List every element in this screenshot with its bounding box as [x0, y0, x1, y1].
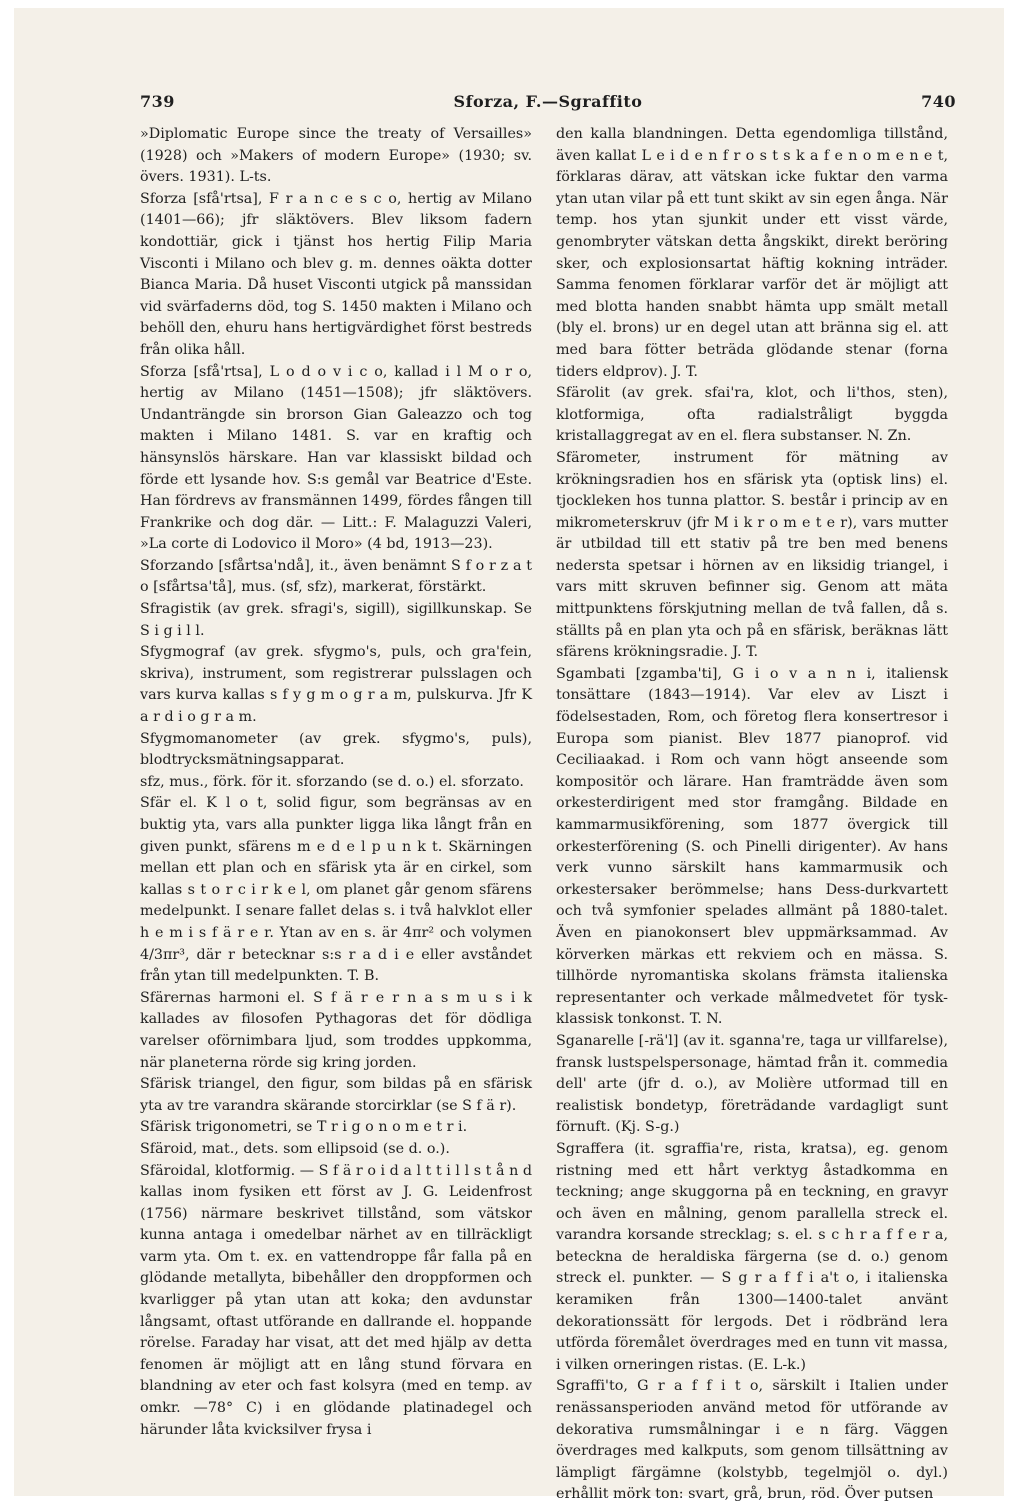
entry-sforza-lodovico: Sforza [sfå'rtsa], L o d o v i c o, kallad i l M o r o, hertig av Milano (1451—1508); jfr släktövers. Undanträngde sin brorson Gian Galeazzo och tog makten i Milano 1481. S. var en kraftig och hänsynslös härskare. Han var klassiskt bildad och förde ett lysande hov. S:s gemål var Beatrice d'Este. Han fördrevs av fransmännen 1499, fördes fången till Frankrike och dog där. — Litt.: F. Malaguzzi Valeri, »La corte di Lodovico il Moro» (4 bd, 1913—23).	[140, 363, 532, 553]
entry-sfar: Sfär el. K l o t, solid figur, som begränsas av en buktig yta, vars alla punkter ligga lika långt från en given punkt, sfärens m e d e l p u n k t. Skärningen mellan ett plan och en sfärisk yta är en cirkel, som kallas s t o r c i r k e l, om planet går genom sfärens medelpunkt. I senare fallet delas s. i två halvklot eller h e m i s f ä r e r. Ytan av en s. är 4πr² och volymen 4/3πr³, där r betecknar s:s r a d i e eller avståndet från ytan till medelpunkten. T. B.	[140, 795, 532, 985]
right-page-number: 740	[921, 92, 956, 111]
entry-sfaroid: Sfäroid, mat., dets. som ellipsoid (se d. o.).	[140, 1140, 450, 1157]
entry-continued: »Diplomatic Europe since the treaty of Versailles» (1928) och »Makers of modern Europe» (1930; sv. övers. 1931). L-ts.	[140, 126, 532, 186]
entry-sgraffera: Sgraffera (it. sgraffia're, rista, kratsa), eg. genom ristning med ett hårt verktyg åstadkomma en teckning; ange skuggorna på en teckning, en gravyr och även en målning, genom parallella streck el. varandra korsande strecklag; s. el. s c h r a f f e r a, beteckna de heraldiska färgerna (se d. o.) genom streck el. punkter. — S g r a f f i a't o, i italienska keramiken från 1300—1400-talet använt dekorationssätt för lergods. Det i rödbränd lera utförda föremålet överdrages med en tunn vit massa, i vilken orneringen ristas. (E. L-k.)	[556, 1140, 948, 1373]
entry-sfaroidal: Sfäroidal, klotformig. — S f ä r o i d a l t t i l l s t å n d kallas inom fysiken ett först av J. G. Leidenfrost (1756) närmare beskrivet tillstånd, som vätskor kunna antaga i omedelbar närhet av en tillräckligt varm yta. Om t. ex. en vattendroppe får falla på en glödande metallyta, bibehåller den droppformen och kvarligger på ytan utan att koka; den avdunstar långsamt, oftast utförande en dallrande el. hoppande rörelse. Faraday har visat, att det med hjälp av detta fenomen är möjligt att en lång stund förvara en blandning av eter och fast kolsyra (med en temp. av omkr. —78° C) i en glödande platinadegel och härunder låta kvicksilver frysa i	[140, 1162, 532, 1438]
entry-sfz: sfz, mus., förk. för it. sforzando (se d. o.) el. sforzato.	[140, 773, 524, 790]
entry-sfarisk-triangel: Sfärisk triangel, den figur, som bildas på en sfärisk yta av tre varandra skärande storcirklar (se S f ä r).	[140, 1076, 532, 1114]
entry-sfaroidal-continued: den kalla blandningen. Detta egendomliga tillstånd, även kallat L e i d e n f r o s t s k a f e n o m e n e t, förklaras därav, att vätskan icke fuktar den varma ytan utan vilar på ett tunt skikt av sin egen ånga. När temp. hos ytan sjunkit under ett visst värde, genombryter vätskan detta ångskikt, direkt beröring sker, och explosionsartat häftig kokning inträder. Samma fenomen förklarar varför det är möjligt att med blotta handen snabbt hämta upp smält metall (bly el. brons) ur en degel utan att bränna sig el. att med bara fötter beträda glödande stenar (forna tiders eldprov). J. T.	[556, 126, 948, 380]
right-column	[556, 124, 948, 1506]
entry-sfarisk-trigonometri: Sfärisk trigonometri, se T r i g o n o m e t r i.	[140, 1119, 468, 1136]
running-header	[140, 92, 956, 118]
entry-sfarernas-harmoni: Sfärernas harmoni el. S f ä r e r n a s m u s i k kallades av filosofen Pythagoras det för dödliga varelser oförnimbara ljud, som troddes uppkomma, när planeterna rörde sig kring jorden.	[140, 989, 532, 1071]
entry-sfygmomanometer: Sfygmomanometer (av grek. sfygmo's, puls), blodtrycksmätningsapparat.	[140, 730, 532, 769]
entry-sfygmograf: Sfygmograf (av grek. sfygmo's, puls, och gra'fein, skriva), instrument, som registrerar pulsslagen och vars kurva kallas s f y g m o g r a m, pulskurva. Jfr K a r d i o g r a m.	[140, 644, 532, 726]
entry-sgambati: Sgambati [zgamba'ti], G i o v a n n i, italiensk tonsättare (1843—1914). Var elev av Liszt i födelsestaden, Rom, och företog flera konsertresor i Europa som pianist. Blev 1877 pianoprof. vid Ceciliaakad. i Rom och vann högt anseende som kompositör och lärare. Han framträdde även som orkesterdirigent med stor framgång. Bildade en kammarmusikförening, som 1877 övergick till orkesterförening (S. och Pinelli dirigenter). Av hans verk vunno särskilt hans kammarmusik och orkestersaker berömmelse; hans Dess-durkvartett och två symfonier spelades allmänt på 1880-talet. Även en pianokonsert blev uppmärksammad. Av körverken märkas ett rekviem och en mässa. S. tillhörde nyromantiska skolans främsta italienska representanter och verkade målmedvetet för tysk-klassisk tonkonst. T. N.	[556, 665, 948, 1028]
running-title: Sforza, F.—Sgraffito	[453, 92, 643, 111]
entry-sfarolit: Sfärolit (av grek. sfai'ra, klot, och li'thos, sten), klotformiga, ofta radialstråligt byggda kristallaggregat av en el. flera substanser. N. Zn.	[556, 385, 948, 445]
entry-sfarometer: Sfärometer, instrument för mätning av krökningsradien hos en sfärisk yta (optisk lins) el. tjockleken hos tunna plattor. S. består i princip av en mikrometerskruv (jfr M i k r o m e t e r), vars mutter är utbildad till ett stativ på tre ben med benens nedersta spetsar i hörnen av en liksidig triangel, i vars mitt skruven befinner sig. Genom att mäta mittpunktens förskjutning mellan de två fallen, då s. ställts på en plan yta och på en sfärisk, beräknas lätt sfärens krökningsradie. J. T.	[556, 449, 948, 661]
entry-sfragistik: Sfragistik (av grek. sfragi's, sigill), sigillkunskap. Se S i g i l l.	[140, 601, 532, 639]
entry-sgraffito: Sgraffi'to, G r a f f i t o, särskilt i Italien under renässansperioden använd metod för utförande av dekorativa rumsmålningar i e n färg. Väggen överdrages med kalkputs, som genom tillsättning av lämpligt färgämne (kolstybb, tegelmjöl o. dyl.) erhållit mörk ton: svart, grå, brun, röd. Över putsen	[556, 1378, 948, 1503]
left-column	[140, 124, 532, 1441]
entry-sforza-francesco: Sforza [sfå'rtsa], F r a n c e s c o, hertig av Milano (1401—66); jfr släktövers. Blev liksom fadern kondottiär, gick i tjänst hos hertig Filip Maria Visconti i Milano och blev g. m. dennes oäkta dotter Bianca Maria. Då huset Visconti utgick på manssidan vid svärfaderns död, tog S. 1450 makten i Milano och behöll den, ehuru hans hertigvärdighet först bestreds från olika håll.	[140, 190, 532, 358]
entry-sforzando: Sforzando [sfårtsa'ndå], it., även benämnt S f o r z a t o [sfårtsa'tå], mus. (sf, sfz), markerat, förstärkt.	[140, 557, 532, 596]
left-page-number: 739	[140, 92, 175, 111]
entry-sganarelle: Sganarelle [-rä'l] (av it. sganna're, taga ur villfarelse), fransk lustspelspersonage, hämtad från it. commedia dell' arte (jfr d. o.), av Molière utformad till en realistisk bondetyp, företrädande vardagligt sunt förnuft. (Kj. S-g.)	[556, 1032, 948, 1136]
